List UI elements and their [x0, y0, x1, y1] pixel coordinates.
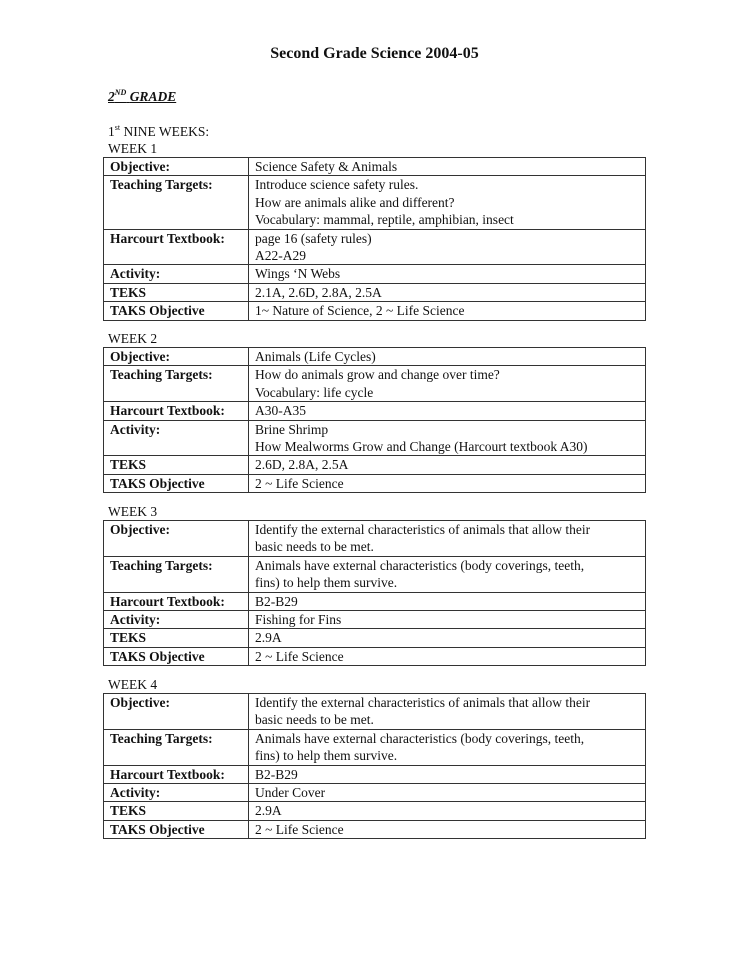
- activity-value: Under Cover: [249, 784, 646, 802]
- grade-number: 2: [108, 89, 115, 104]
- week-3-table: [103, 520, 646, 666]
- teks-value: 2.9A: [249, 629, 646, 647]
- week-2-section: [103, 330, 646, 493]
- objective-label: Objective:: [104, 521, 249, 557]
- nine-ordinal: st: [114, 123, 121, 132]
- activity-value: Wings ‘N Webs: [249, 265, 646, 283]
- taks-row: [104, 302, 646, 320]
- teaching-targets-value: Introduce science safety rules. How are animals alike and different? Vocabulary: mammal, reptile, amphibian, insect: [249, 176, 646, 229]
- teks-value: 2.9A: [249, 802, 646, 820]
- textbook-value: page 16 (safety rules) A22-A29: [249, 229, 646, 265]
- taks-value: 2 ~ Life Science: [249, 647, 646, 665]
- textbook-value: B2-B29: [249, 765, 646, 783]
- teaching-targets-label: Teaching Targets:: [104, 729, 249, 765]
- teaching-targets-label: Teaching Targets:: [104, 176, 249, 229]
- activity-row: [104, 784, 646, 802]
- teaching-targets-row: [104, 176, 646, 229]
- taks-value: 2 ~ Life Science: [249, 474, 646, 492]
- grade-word: GRADE: [129, 89, 177, 104]
- teaching-targets-row: [104, 556, 646, 592]
- objective-row: [104, 694, 646, 730]
- week-label: WEEK 3: [108, 504, 158, 519]
- teks-value: 2.6D, 2.8A, 2.5A: [249, 456, 646, 474]
- taks-row: [104, 474, 646, 492]
- week-label: WEEK 2: [108, 331, 158, 346]
- week-1-section: [103, 140, 646, 321]
- textbook-label: Harcourt Textbook:: [104, 765, 249, 783]
- teaching-targets-label: Teaching Targets:: [104, 366, 249, 402]
- activity-label: Activity:: [104, 611, 249, 629]
- objective-label: Objective:: [104, 158, 249, 176]
- week-2-table: [103, 347, 646, 493]
- taks-label: TAKS Objective: [104, 302, 249, 320]
- objective-label: Objective:: [104, 694, 249, 730]
- taks-row: [104, 647, 646, 665]
- week-3-section: [103, 503, 646, 666]
- week-4-table: [103, 693, 646, 839]
- activity-value: Brine Shrimp How Mealworms Grow and Change (Harcourt textbook A30): [249, 420, 646, 456]
- taks-value: 2 ~ Life Science: [249, 820, 646, 838]
- week-1-table: [103, 157, 646, 321]
- objective-row: [104, 521, 646, 557]
- textbook-label: Harcourt Textbook:: [104, 402, 249, 420]
- objective-row: [104, 348, 646, 366]
- teaching-targets-value: How do animals grow and change over time? Vocabulary: life cycle: [249, 366, 646, 402]
- activity-value: Fishing for Fins: [249, 611, 646, 629]
- textbook-row: [104, 765, 646, 783]
- taks-label: TAKS Objective: [104, 474, 249, 492]
- objective-value: Animals (Life Cycles): [249, 348, 646, 366]
- nine-weeks-heading: [108, 124, 209, 140]
- textbook-row: [104, 592, 646, 610]
- objective-value: Identify the external characteristics of animals that allow their basic needs to be met.: [249, 521, 646, 557]
- objective-row: [104, 158, 646, 176]
- grade-heading: [108, 89, 176, 105]
- teks-value: 2.1A, 2.6D, 2.8A, 2.5A: [249, 283, 646, 301]
- teks-row: [104, 456, 646, 474]
- teaching-targets-row: [104, 729, 646, 765]
- grade-ordinal: ND: [114, 88, 127, 97]
- activity-row: [104, 420, 646, 456]
- taks-row: [104, 820, 646, 838]
- objective-value: Identify the external characteristics of animals that allow their basic needs to be met.: [249, 694, 646, 730]
- textbook-label: Harcourt Textbook:: [104, 229, 249, 265]
- activity-label: Activity:: [104, 265, 249, 283]
- textbook-value: A30-A35: [249, 402, 646, 420]
- objective-label: Objective:: [104, 348, 249, 366]
- nine-text: NINE WEEKS:: [123, 124, 210, 139]
- activity-row: [104, 265, 646, 283]
- textbook-label: Harcourt Textbook:: [104, 592, 249, 610]
- week-label: WEEK 4: [108, 677, 158, 692]
- teks-label: TEKS: [104, 283, 249, 301]
- taks-label: TAKS Objective: [104, 820, 249, 838]
- teks-row: [104, 629, 646, 647]
- textbook-row: [104, 402, 646, 420]
- activity-label: Activity:: [104, 784, 249, 802]
- week-4-section: [103, 676, 646, 839]
- activity-label: Activity:: [104, 420, 249, 456]
- teaching-targets-value: Animals have external characteristics (body coverings, teeth, fins) to help them survive.: [249, 556, 646, 592]
- teks-row: [104, 283, 646, 301]
- textbook-value: B2-B29: [249, 592, 646, 610]
- nine-number: 1: [108, 124, 115, 139]
- taks-label: TAKS Objective: [104, 647, 249, 665]
- teks-label: TEKS: [104, 629, 249, 647]
- teks-label: TEKS: [104, 456, 249, 474]
- teaching-targets-row: [104, 366, 646, 402]
- textbook-row: [104, 229, 646, 265]
- objective-value: Science Safety & Animals: [249, 158, 646, 176]
- activity-row: [104, 611, 646, 629]
- teaching-targets-label: Teaching Targets:: [104, 556, 249, 592]
- document-title: Second Grade Science 2004-05: [270, 45, 479, 62]
- week-label: WEEK 1: [108, 141, 158, 156]
- taks-value: 1~ Nature of Science, 2 ~ Life Science: [249, 302, 646, 320]
- teaching-targets-value: Animals have external characteristics (body coverings, teeth, fins) to help them survive.: [249, 729, 646, 765]
- teks-label: TEKS: [104, 802, 249, 820]
- teks-row: [104, 802, 646, 820]
